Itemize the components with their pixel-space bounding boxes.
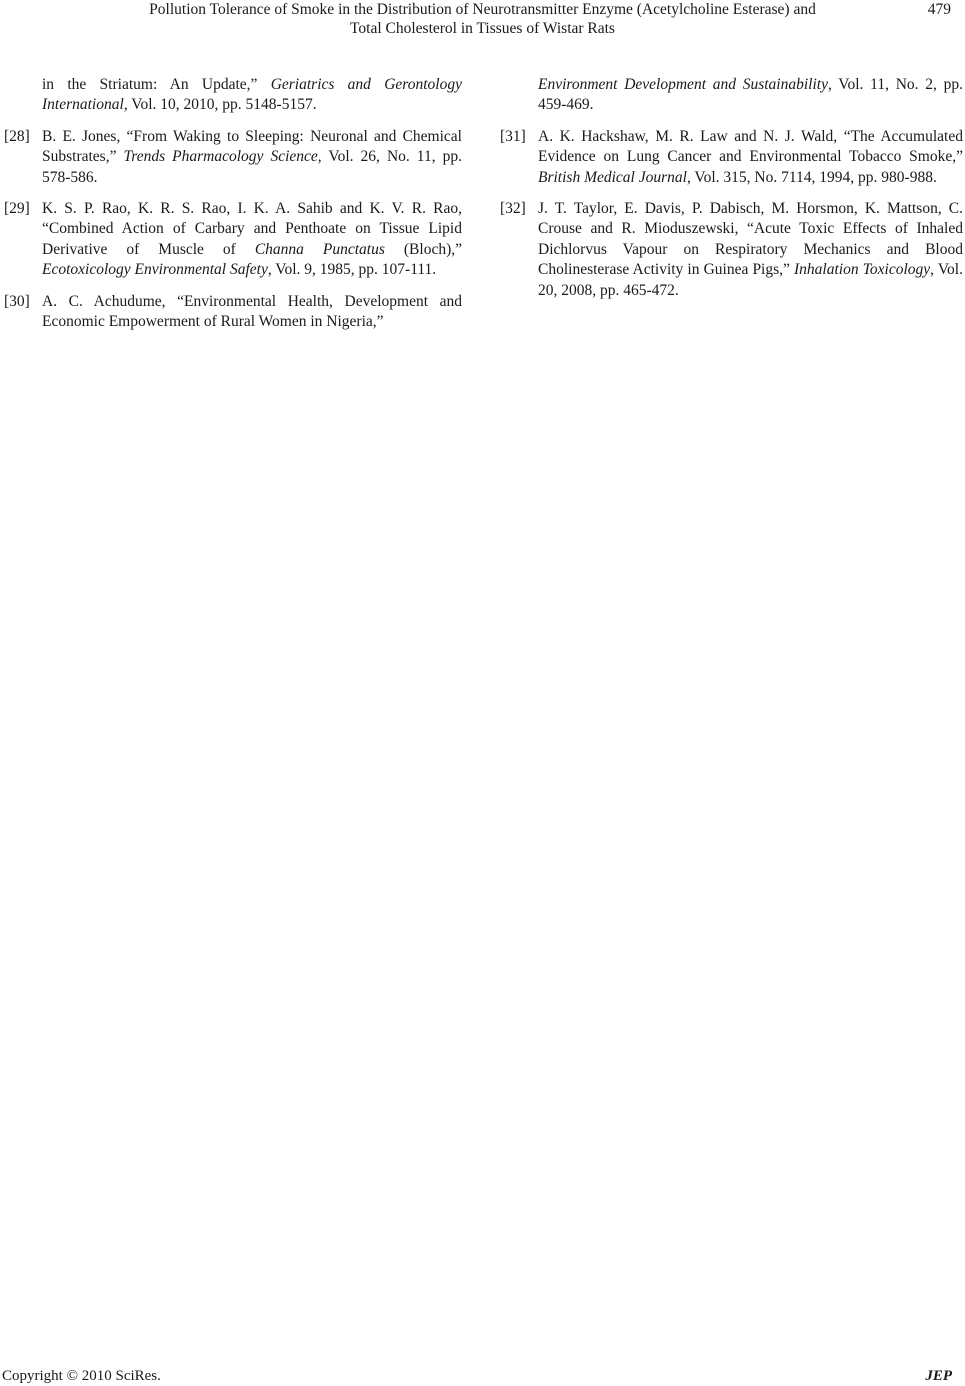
reference-text: K. S. P. Rao, K. R. S. Rao, I. K. A. Sahib and K. V. R. Rao, “Combined Action of Carbary and Penthoate on Tissue Lipid Derivative of Muscle of: [42, 200, 462, 258]
reference-29: [4, 199, 462, 281]
reference-31: [500, 127, 963, 188]
reference-details: , Vol. 20, 2008, pp. 465-472.: [538, 261, 963, 299]
reference-details: , Vol. 10, 2010, pp. 5148-5157.: [123, 96, 317, 114]
reference-column-right: [500, 75, 963, 312]
reference-number: [29]: [4, 200, 30, 218]
reference-30: [4, 292, 462, 333]
journal-title: Geriatrics and Gerontology International: [42, 76, 462, 114]
reference-details: , Vol. 11, No. 2, pp. 459-469.: [538, 76, 963, 114]
journal-abbreviation: JEP: [925, 1368, 952, 1384]
journal-title: Inhalation Toxicology: [794, 261, 931, 279]
reference-number: [28]: [4, 127, 30, 145]
species-name: Channa Punctatus: [254, 240, 385, 258]
reference-text: (Bloch),”: [384, 240, 462, 258]
journal-title: Ecotoxicology Environmental Safety: [42, 261, 268, 279]
running-title-line-1: Pollution Tolerance of Smoke in the Distribution of Neurotransmitter Enzyme (Acetylcholine Esterase) and: [149, 1, 816, 18]
reference-32: [500, 199, 963, 301]
reference-number: [30]: [4, 292, 30, 310]
journal-title: British Medical Journal: [538, 168, 687, 186]
page-footer: [0, 1366, 965, 1386]
reference-column-left: [4, 75, 462, 343]
reference-28: [4, 127, 462, 188]
reference-continuation: [4, 75, 462, 116]
reference-text: A. K. Hackshaw, M. R. Law and N. J. Wald, “The Accumulated Evidence on Lung Cancer and Environmental Tobacco Smoke,”: [538, 127, 963, 166]
copyright-notice: Copyright © 2010 SciRes.: [2, 1368, 161, 1384]
reference-number: [31]: [500, 127, 526, 145]
reference-continuation: [500, 75, 963, 116]
reference-text: A. C. Achudume, “Environmental Health, Development and Economic Empowerment of Rural Women in Nigeria,”: [42, 292, 462, 331]
journal-title: Environment Development and Sustainability: [538, 76, 828, 93]
page-header: [0, 0, 965, 40]
reference-text: J. T. Taylor, E. Davis, P. Dabisch, M. Horsmon, K. Mattson, C. Crouse and R. Mioduszewski, “Acute Toxic Effects of Inhaled Dichlorvus Vapour on Respiratory Mechanics and Blood Cholinesterase Activity in Guinea Pigs,”: [538, 200, 963, 279]
reference-details: , Vol. 9, 1985, pp. 107-111.: [267, 261, 437, 279]
reference-details: , Vol. 315, No. 7114, 1994, pp. 980-988.: [686, 168, 937, 186]
page-number: 479: [927, 1, 951, 18]
reference-number: [32]: [500, 200, 526, 218]
journal-title: Trends Pharmacology Science: [123, 148, 318, 166]
reference-text: in the Striatum: An Update,”: [42, 76, 271, 93]
reference-text: B. E. Jones, “From Waking to Sleeping: Neuronal and Chemical Substrates,”: [42, 127, 462, 166]
reference-details: , Vol. 26, No. 11, pp. 578-586.: [42, 148, 462, 186]
running-title-line-2: Total Cholesterol in Tissues of Wistar Rats: [350, 20, 615, 37]
